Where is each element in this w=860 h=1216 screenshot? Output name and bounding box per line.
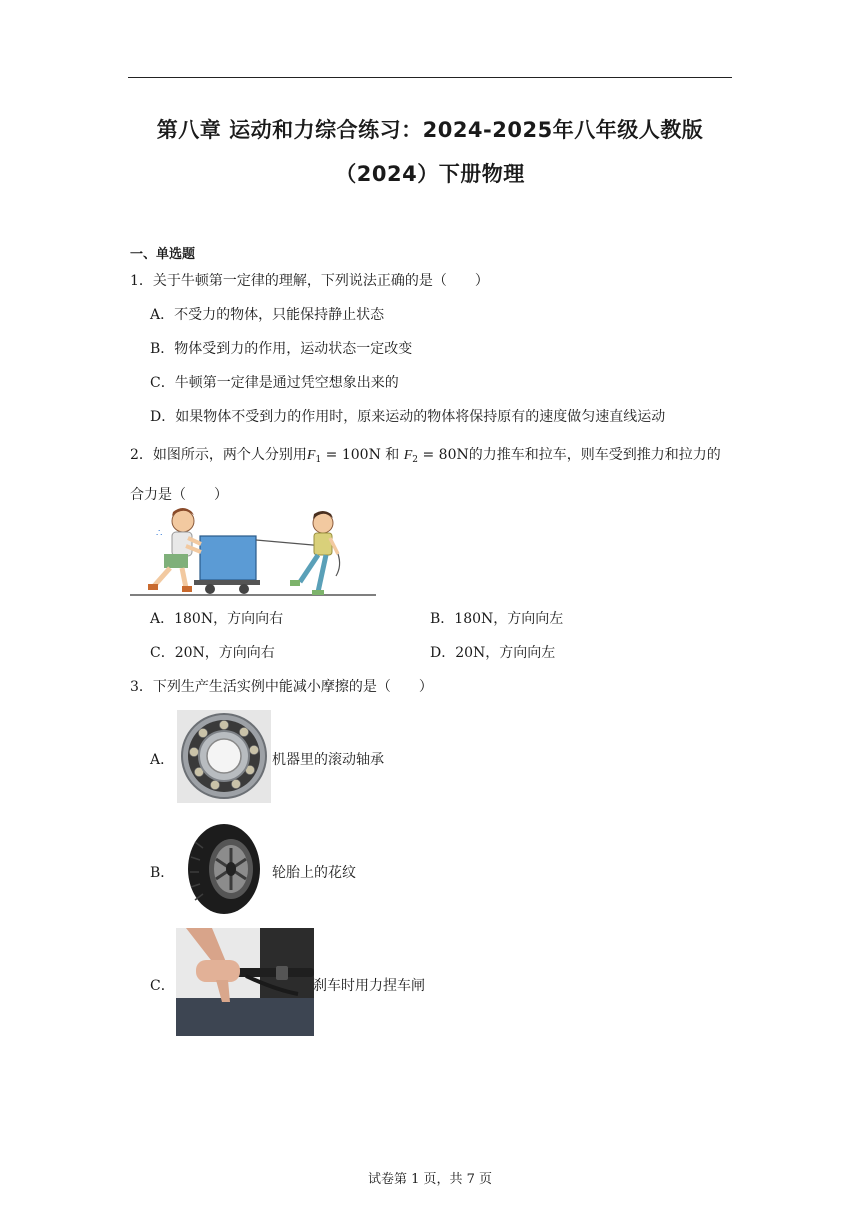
page-title: 第八章 运动和力综合练习：2024-2025年八年级人教版 bbox=[156, 118, 704, 142]
tire-image bbox=[183, 822, 263, 916]
question-3-option-a-letter: A． bbox=[150, 752, 175, 768]
question-1-option-b: B．物体受到力的作用，运动状态一定改变 bbox=[150, 341, 413, 357]
question-3-option-c-text: 刹车时用力捏车闸 bbox=[313, 978, 425, 994]
section-heading: 一、单选题 bbox=[130, 247, 196, 262]
force-f1-value: = 100N bbox=[321, 447, 381, 463]
question-3-stem: 3．下列生产生活实例中能减小摩擦的是（ ） bbox=[130, 679, 433, 695]
question-2-stem-suffix: 的力推车和拉车，则车受到推力和拉力的 bbox=[468, 447, 721, 463]
force-f1-symbol: F bbox=[306, 448, 316, 463]
question-3-option-a-text: 机器里的滚动轴承 bbox=[272, 752, 384, 768]
force-f2-value: = 80N bbox=[418, 447, 469, 463]
question-2-option-a: A．180N，方向向右 bbox=[150, 611, 284, 627]
bicycle-brake-image bbox=[176, 928, 314, 1036]
question-1-option-c: C．牛顿第一定律是通过凭空想象出来的 bbox=[150, 375, 399, 391]
question-2-stem-line2: 合力是（ ） bbox=[130, 487, 228, 503]
force-f1-subscript: 1 bbox=[315, 455, 322, 465]
push-pull-cart-figure bbox=[128, 506, 378, 598]
question-2-stem-prefix: 2．如图所示，两个人分别用 bbox=[130, 447, 307, 463]
question-3-option-b-letter: B． bbox=[150, 865, 175, 881]
force-f2-subscript: 2 bbox=[412, 455, 419, 465]
question-1-stem: 1．关于牛顿第一定律的理解，下列说法正确的是（ ） bbox=[130, 273, 489, 289]
question-2-option-b: B．180N，方向向左 bbox=[430, 611, 564, 627]
ball-bearing-image bbox=[177, 710, 271, 803]
question-3-option-b-text: 轮胎上的花纹 bbox=[272, 865, 356, 881]
question-2-option-c: C．20N，方向向右 bbox=[150, 645, 275, 661]
question-1-option-d: D．如果物体不受到力的作用时，原来运动的物体将保持原有的速度做匀速直线运动 bbox=[150, 409, 666, 425]
force-f2-symbol: F bbox=[403, 448, 413, 463]
question-2-option-d: D．20N，方向向左 bbox=[430, 645, 556, 661]
question-1-option-a: A．不受力的物体，只能保持静止状态 bbox=[150, 307, 385, 323]
question-2-stem bbox=[130, 444, 721, 465]
page-footer: 试卷第 1 页，共 7 页 bbox=[367, 1172, 493, 1187]
question-2-stem-mid: 和 bbox=[385, 447, 400, 463]
header-rule bbox=[128, 77, 732, 78]
page-title-line2: （2024）下册物理 bbox=[335, 162, 525, 186]
question-3-option-c-letter: C． bbox=[150, 978, 175, 994]
svg-text:∴: ∴ bbox=[156, 528, 163, 539]
